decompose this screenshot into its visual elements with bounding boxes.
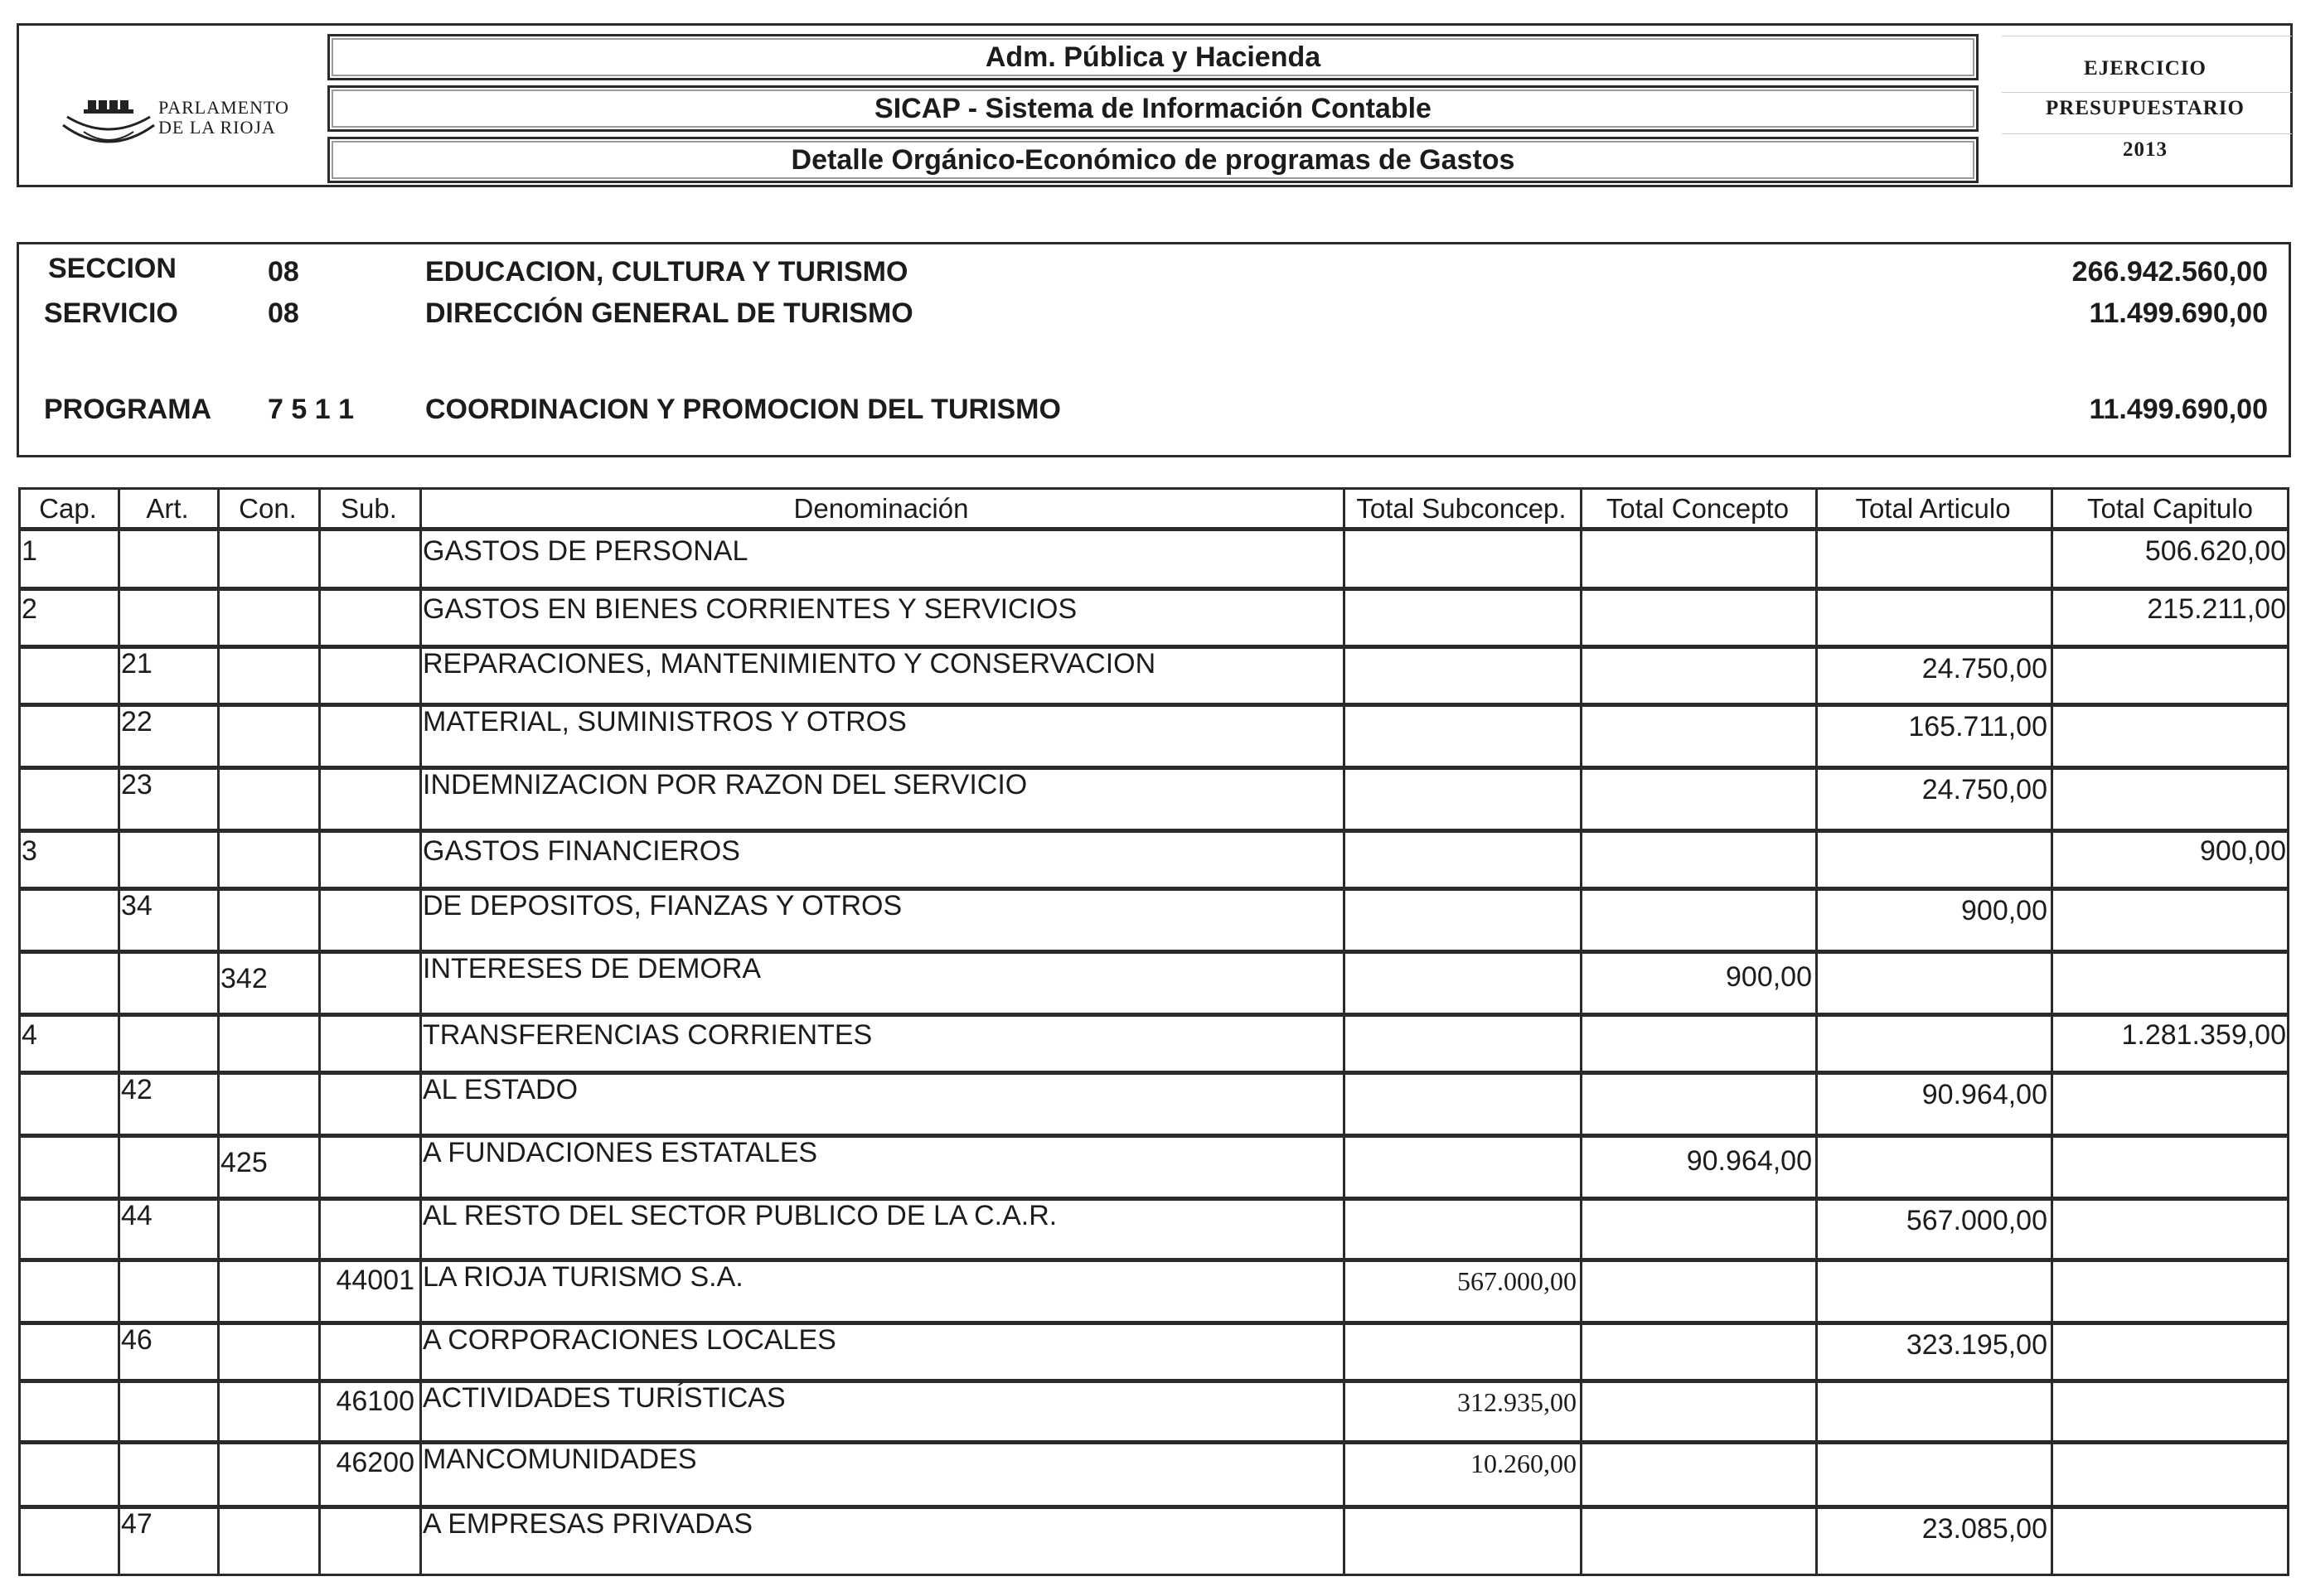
cell-denominacion: TRANSFERENCIAS CORRIENTES — [423, 1019, 873, 1051]
report-header — [17, 23, 2293, 187]
org-name-line2: DE LA RIOJA — [158, 117, 276, 138]
column-header-total-articulo: Total Articulo — [1855, 493, 2011, 524]
cell-denominacion: INDEMNIZACION POR RAZON DEL SERVICIO — [423, 769, 1028, 800]
fiscal-year: 2013 — [2123, 138, 2168, 161]
ejercicio-separator — [2002, 133, 2292, 134]
cell-total-articulo: 323.195,00 — [1906, 1329, 2047, 1361]
cell-total-articulo: 90.964,00 — [1921, 1079, 2047, 1110]
ejercicio-separator — [2002, 92, 2292, 93]
org-name-line1: PARLAMENTO — [158, 97, 289, 118]
cell-total-concepto: 900,00 — [1726, 961, 1812, 993]
column-header-total-capitulo: Total Capitulo — [2087, 493, 2253, 524]
servicio-label: SERVICIO — [44, 297, 178, 329]
servicio-code: 08 — [268, 297, 299, 329]
column-header-art: Art. — [146, 493, 189, 524]
cell-art: 23 — [121, 769, 153, 800]
cell-denominacion: A FUNDACIONES ESTATALES — [423, 1137, 818, 1168]
column-header-cap: Cap. — [39, 493, 97, 524]
cell-denominacion: MATERIAL, SUMINISTROS Y OTROS — [423, 706, 907, 738]
cell-art: 42 — [121, 1074, 153, 1105]
cell-art: 34 — [121, 890, 153, 921]
cell-denominacion: GASTOS EN BIENES CORRIENTES Y SERVICIOS — [423, 593, 1078, 625]
cell-cap: 2 — [22, 593, 37, 625]
table-row — [18, 1135, 2289, 1198]
table-row — [18, 704, 2289, 767]
cell-total-capitulo: 900,00 — [2200, 835, 2286, 867]
cell-total-articulo: 900,00 — [1961, 895, 2047, 926]
cell-total-articulo: 24.750,00 — [1921, 653, 2047, 684]
table-row — [18, 1507, 2289, 1576]
cell-sub: 44001 — [336, 1265, 414, 1296]
column-header-con: Con. — [239, 493, 297, 524]
cell-total-articulo: 23.085,00 — [1921, 1513, 2047, 1545]
cell-sub: 46200 — [336, 1447, 414, 1478]
table-row — [18, 530, 2289, 588]
program-summary — [17, 242, 2291, 457]
cell-total-articulo: 567.000,00 — [1906, 1205, 2047, 1236]
table-row — [18, 767, 2289, 830]
cell-denominacion: GASTOS DE PERSONAL — [423, 535, 748, 567]
header-title-2: SICAP - Sistema de Información Contable — [327, 85, 1979, 132]
table-row — [18, 888, 2289, 951]
cell-denominacion: INTERESES DE DEMORA — [423, 953, 762, 984]
cell-con: 425 — [220, 1147, 268, 1178]
cell-total-capitulo: 1.281.359,00 — [2121, 1019, 2286, 1051]
cell-total-subconcepto: 10.260,00 — [1470, 1448, 1577, 1478]
header-title-3: Detalle Orgánico-Económico de programas de Gastos — [327, 137, 1979, 183]
column-header-total-subconcepto: Total Subconcep. — [1356, 493, 1567, 524]
expense-table — [18, 487, 2289, 1576]
table-row — [18, 1014, 2289, 1072]
table-row — [18, 1381, 2289, 1442]
cell-total-subconcepto: 567.000,00 — [1457, 1266, 1577, 1296]
ejercicio-label: EJERCICIO — [2084, 57, 2207, 80]
table-row — [18, 646, 2289, 704]
column-header-sub: Sub. — [341, 493, 397, 524]
cell-total-subconcepto: 312.935,00 — [1457, 1387, 1577, 1417]
cell-total-articulo: 24.750,00 — [1921, 774, 2047, 805]
cell-denominacion: MANCOMUNIDADES — [423, 1444, 697, 1475]
column-header-denominacion: Denominación — [793, 493, 969, 524]
seccion-total: 266.942.560,00 — [2071, 256, 2268, 288]
cell-denominacion: LA RIOJA TURISMO S.A. — [423, 1261, 744, 1293]
cell-art: 47 — [121, 1508, 153, 1540]
table-row — [18, 830, 2289, 888]
table-row — [18, 1260, 2289, 1323]
programa-code: 7 5 1 1 — [268, 394, 354, 425]
table-row — [18, 1323, 2289, 1381]
presupuestario-label: PRESUPUESTARIO — [2046, 97, 2245, 119]
cell-total-capitulo: 215.211,00 — [2147, 593, 2286, 625]
cell-total-capitulo: 506.620,00 — [2144, 535, 2286, 567]
cell-art: 22 — [121, 706, 153, 738]
cell-art: 44 — [121, 1200, 153, 1231]
cell-sub: 46100 — [336, 1386, 414, 1417]
seccion-name: EDUCACION, CULTURA Y TURISMO — [425, 256, 908, 288]
cell-con: 342 — [220, 963, 268, 994]
table-row — [18, 1072, 2289, 1135]
table-row — [18, 1198, 2289, 1260]
cell-total-articulo: 165.711,00 — [1908, 711, 2047, 742]
cell-denominacion: GASTOS FINANCIEROS — [423, 835, 740, 867]
cell-denominacion: ACTIVIDADES TURÍSTICAS — [423, 1382, 786, 1414]
cell-cap: 4 — [22, 1019, 37, 1051]
cell-cap: 1 — [22, 535, 37, 567]
cell-denominacion: AL RESTO DEL SECTOR PUBLICO DE LA C.A.R. — [423, 1200, 1058, 1231]
seccion-label: SECCION — [48, 253, 177, 284]
table-row — [18, 1442, 2289, 1507]
programa-label: PROGRAMA — [44, 394, 212, 425]
programa-total: 11.499.690,00 — [2089, 394, 2268, 425]
cell-denominacion: A EMPRESAS PRIVADAS — [423, 1508, 753, 1540]
cell-cap: 3 — [22, 835, 37, 867]
table-row — [18, 951, 2289, 1014]
cell-total-concepto: 90.964,00 — [1686, 1145, 1812, 1177]
servicio-name: DIRECCIÓN GENERAL DE TURISMO — [425, 297, 913, 329]
parliament-logo — [19, 26, 309, 185]
column-header-total-concepto: Total Concepto — [1606, 493, 1790, 524]
programa-name: COORDINACION Y PROMOCION DEL TURISMO — [425, 394, 1061, 425]
cell-denominacion: REPARACIONES, MANTENIMIENTO Y CONSERVACION — [423, 648, 1156, 680]
cell-art: 21 — [121, 648, 153, 680]
table-row — [18, 588, 2289, 646]
header-title-1: Adm. Pública y Hacienda — [327, 34, 1979, 80]
servicio-total: 11.499.690,00 — [2089, 297, 2268, 329]
cell-denominacion: DE DEPOSITOS, FIANZAS Y OTROS — [423, 890, 903, 921]
cell-denominacion: AL ESTADO — [423, 1074, 579, 1105]
seccion-code: 08 — [268, 256, 299, 288]
cell-art: 46 — [121, 1324, 153, 1356]
cell-denominacion: A CORPORACIONES LOCALES — [423, 1324, 836, 1356]
